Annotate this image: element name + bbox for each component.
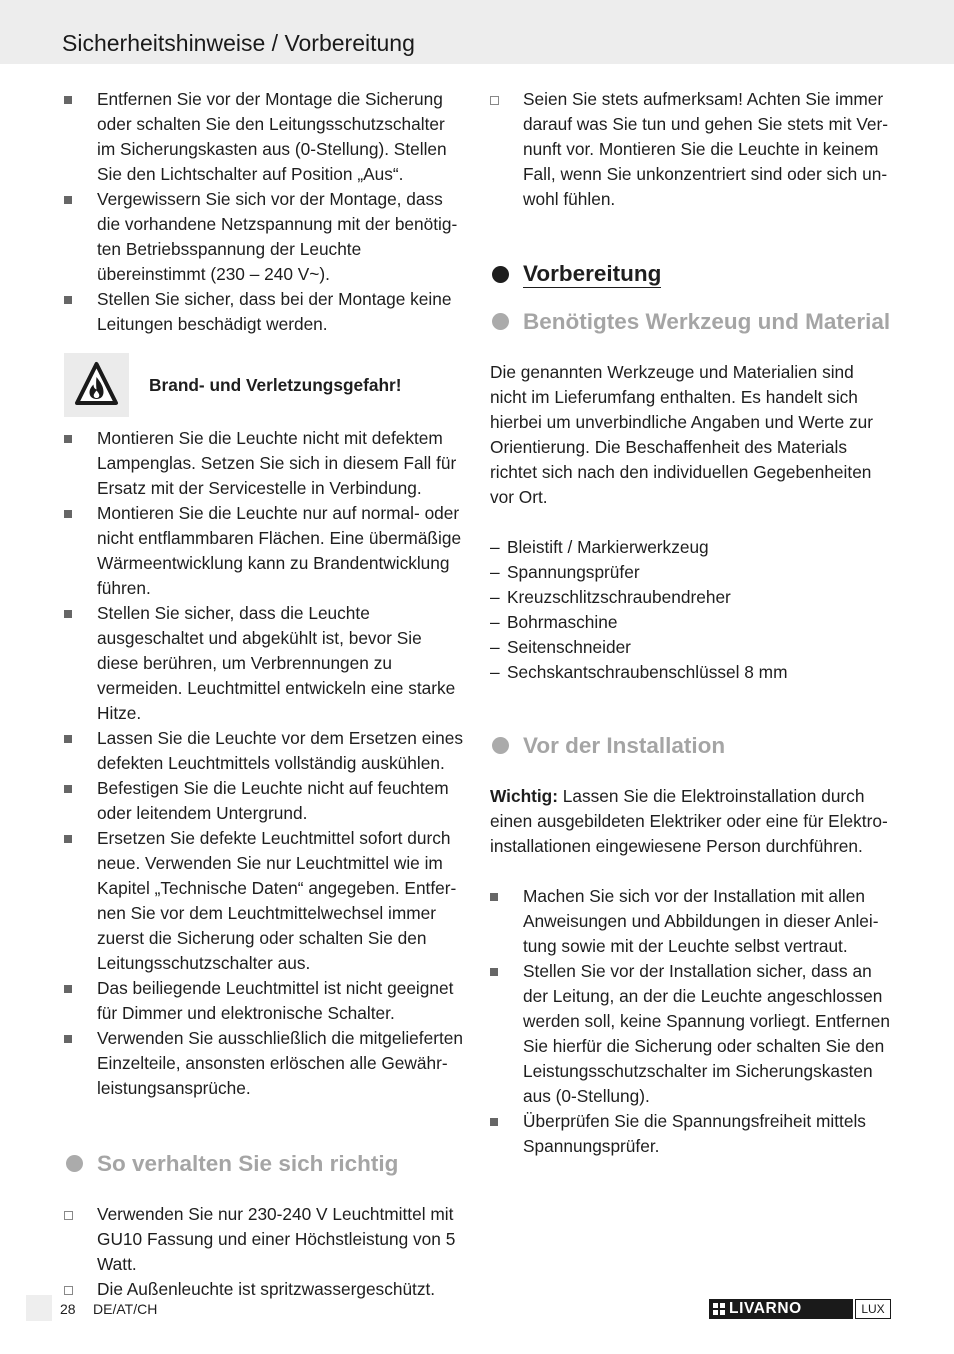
square-bullet-icon: [64, 735, 72, 743]
warning-text: Brand- und Verletzungsgefahr!: [149, 375, 402, 395]
safety-list-1: [64, 87, 464, 337]
attention-list: [490, 87, 892, 212]
list-item: Machen Sie sich vor der Installation mit allen Anweisungen und Abbildungen in dieser Anleitung sowie mit der Leuchte selbst vertraut.: [490, 884, 892, 959]
list-item: Das beiliegende Leuchtmittel ist nicht geeignet für Dimmer und elektronische Schalter.: [64, 976, 464, 1026]
important-note: [490, 784, 892, 859]
warning-icon-box: [64, 353, 129, 417]
hollow-square-bullet-icon: [64, 1211, 73, 1220]
important-text: Lassen Sie die Elektroinstallation durch einen ausgebildeten Elektriker oder eine für Elektroinstallationen eingewiesene Person durchführen.: [490, 786, 888, 856]
square-bullet-icon: [64, 835, 72, 843]
section-bullet-icon: [66, 1155, 83, 1172]
square-bullet-icon: [64, 196, 72, 204]
section-preparation: [490, 261, 892, 288]
list-item: Die Außenleuchte ist spritzwassergeschützt.: [64, 1277, 464, 1302]
list-item: – Kreuzschlitzschraubendreher: [490, 585, 892, 610]
list-item: Verwenden Sie nur 230-240 V Leuchtmittel mit GU10 Fassung und einer Höchstleistung von 5 Watt.: [64, 1202, 464, 1277]
square-bullet-icon: [490, 893, 498, 901]
square-bullet-icon: [64, 296, 72, 304]
list-item: Überprüfen Sie die Spannungsfreiheit mittels Spannungsprüfer.: [490, 1109, 892, 1159]
left-column: [64, 87, 464, 1302]
square-bullet-icon: [64, 610, 72, 618]
logo-suffix: LUX: [855, 1299, 891, 1319]
section-behave: [64, 1151, 464, 1176]
list-item: Stellen Sie sicher, dass bei der Montage keine Leitungen beschädigt werden.: [64, 287, 464, 337]
right-column: [490, 87, 892, 1159]
section-title: Vor der Installation: [523, 733, 726, 758]
tools-intro: Die genannten Werkzeuge und Materialien sind nicht im Lieferumfang enthalten. Es handelt sich hierbei um unverbindliche Angaben und Werte zur Orientierung. Die Beschaffenheit des Materials richtet sich nach den individuellen Gegebenheiten vor Ort.: [490, 362, 873, 507]
list-item: Entfernen Sie vor der Montage die Sicherung oder schalten Sie den Leitungsschutzschalter im Sicherungskasten aus (0-Stellung). Stellen Sie den Lichtschalter auf Position „Aus“.: [64, 87, 464, 187]
list-item: Seien Sie stets aufmerksam! Achten Sie immer darauf was Sie tun und gehen Sie stets mit Vernunft vor. Montieren Sie die Leuchte in keinem Fall, wenn Sie unkonzentriert sind oder sich unwohl fühlen.: [490, 87, 892, 212]
square-bullet-icon: [64, 1035, 72, 1043]
square-bullet-icon: [490, 1118, 498, 1126]
logo-text: LIVARNO: [729, 1300, 802, 1317]
list-item: Stellen Sie vor der Installation sicher, dass an der Leitung, an der die Leuchte angeschlossen werden soll, keine Spannung vorliegt. Entfernen Sie hierfür die Sicherung oder schalten Sie den Leistungsschutzschalter im Sicherungskasten aus (0-Stellung).: [490, 959, 892, 1109]
square-bullet-icon: [490, 968, 498, 976]
region-code: DE/AT/CH: [93, 1301, 158, 1317]
list-item: – Bohrmaschine: [490, 610, 892, 635]
section-bullet-icon: [492, 266, 509, 283]
tools-list: [490, 535, 892, 685]
page-title: Sicherheitshinweise / Vorbereitung: [62, 30, 415, 56]
square-bullet-icon: [64, 785, 72, 793]
section-title: Vorbereitung: [523, 261, 662, 286]
fire-warning: [64, 353, 464, 417]
behave-list: [64, 1202, 464, 1302]
logo-main: [709, 1299, 853, 1319]
square-bullet-icon: [64, 96, 72, 104]
list-item: Lassen Sie die Leuchte vor dem Ersetzen eines defekten Leuchtmittels vollständig auskühlen.: [64, 726, 464, 776]
list-item: – Seitenschneider: [490, 635, 892, 660]
section-title: So verhalten Sie sich richtig: [97, 1151, 399, 1176]
section-bullet-icon: [492, 313, 509, 330]
section-title: Benötigtes Werkzeug und Material: [523, 309, 891, 334]
hollow-square-bullet-icon: [490, 96, 499, 105]
square-bullet-icon: [64, 985, 72, 993]
page-number-box: [26, 1295, 52, 1321]
list-item: – Bleistift / Markierwerkzeug: [490, 535, 892, 560]
safety-list-2: [64, 426, 464, 1101]
list-item: – Spannungsprüfer: [490, 560, 892, 585]
list-item: Befestigen Sie die Leuchte nicht auf feuchtem oder leitendem Untergrund.: [64, 776, 464, 826]
list-item: Ersetzen Sie defekte Leuchtmittel sofort durch neue. Verwenden Sie nur Leuchtmittel wie im Kapitel „Technische Daten“ angegeben. Entfernen Sie vor dem Leuchtmittelwechsel immer zuerst die Sicherung oder schalten Sie den Leitungsschutzschalter aus.: [64, 826, 464, 976]
section-bullet-icon: [492, 737, 509, 754]
important-label: Wichtig:: [490, 786, 558, 806]
hollow-square-bullet-icon: [64, 1286, 73, 1295]
livarno-lux-logo: [709, 1299, 891, 1319]
list-item: Vergewissern Sie sich vor der Montage, dass die vorhandene Netzspannung mit der benötigten Betriebsspannung der Leuchte übereinstimmt (230 – 240 V~).: [64, 187, 464, 287]
page-header: [0, 0, 954, 64]
section-tools: [490, 309, 892, 334]
list-item: Montieren Sie die Leuchte nur auf normal- oder nicht entflammbaren Flächen. Eine übermäßige Wärmeentwicklung kann zu Brandentwicklung führen.: [64, 501, 464, 601]
page-number: 28: [60, 1301, 76, 1317]
page-footer: [0, 1295, 954, 1323]
square-bullet-icon: [64, 510, 72, 518]
square-bullet-icon: [64, 435, 72, 443]
logo-mark-icon: [713, 1303, 726, 1315]
list-item: – Sechskantschraubenschlüssel 8 mm: [490, 660, 892, 685]
section-installation: [490, 733, 892, 758]
list-item: Verwenden Sie ausschließlich die mitgelieferten Einzelteile, ansonsten erlöschen alle Gewährleistungsansprüche.: [64, 1026, 464, 1101]
list-item: Montieren Sie die Leuchte nicht mit defektem Lampenglas. Setzen Sie sich in diesem Fall für Ersatz mit der Servicestelle in Verbindung.: [64, 426, 464, 501]
installation-list: [490, 884, 892, 1159]
fire-warning-icon: [64, 353, 129, 417]
list-item: Stellen Sie sicher, dass die Leuchte ausgeschaltet und abgekühlt ist, bevor Sie diese berühren, um Verbrennungen zu vermeiden. Leuchtmittel entwickeln eine starke Hitze.: [64, 601, 464, 726]
